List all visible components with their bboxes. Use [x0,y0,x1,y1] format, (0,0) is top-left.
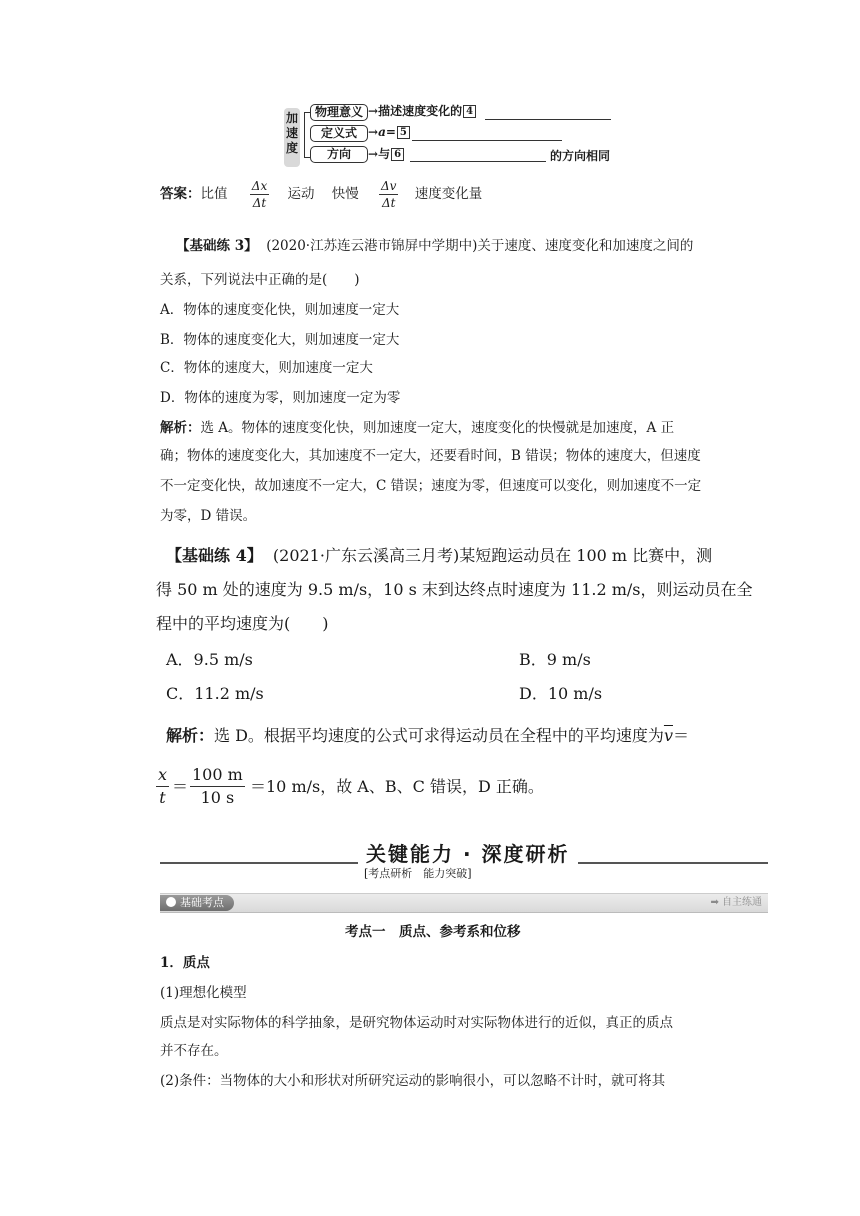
q4-option-b: B．9 m/s [519,650,591,669]
q3-stem-line2: 关系，下列说法中正确的是( ) [160,272,360,288]
concept-row2-num: 5 [397,126,410,139]
concept-row1-line [485,119,611,120]
q3-option-a: A．物体的速度变化快，则加速度一定大 [160,302,400,318]
q4-analysis-label: 解析： [166,726,215,745]
concept-row3-tail: 的方向相同 [550,149,611,163]
answer-item-4: 速度变化量 [414,186,483,202]
q4-source: (2021·广东云溪高三月考) [272,546,460,565]
kaodian-p1a: 质点是对实际物体的科学抽象，是研究物体运动时对实际物体进行的近似，真正的质点 [160,1015,673,1031]
q4-analysis-tail: ＝10 m/s，故 A、B、C 错误，D 正确。 [250,777,544,796]
q4-eq2: ＝ [172,777,189,796]
concept-row2-text: a= [378,125,396,139]
section-title: 关键能力 · 深度研析 [358,838,578,867]
q3-tag: 【基础练 3】 [176,238,258,254]
kaodian-h1: 1．质点 [160,955,210,971]
q4-option-d: D．10 m/s [519,684,603,703]
q4-frac-x-t: x t [158,765,168,807]
circle-icon [166,897,176,907]
q3-option-c: C．物体的速度大，则加速度一定大 [160,360,373,376]
q4-option-c: C．11.2 m/s [166,684,264,703]
q3-option-d: D．物体的速度为零，则加速度一定为零 [160,390,401,406]
kaodian-h2: (1)理想化模型 [160,985,247,1001]
concept-row1-text: 描述速度变化的 [378,104,463,118]
answer-label: 答案： [160,186,201,202]
q3-stem-a: 关于速度、速度变化和加速度之间的 [477,238,694,254]
q4-stem-line1: 【基础练 4】 (2021·广东云溪高三月考)某短跑运动员在 100 m 比赛中，测 [166,546,713,565]
answer-frac-dv-dt: $\frac{\Delta v}{\Delta t}$ [381,179,397,210]
q3-stem-line1 [176,236,693,256]
answer-frac-dx-dt: $\frac{\Delta x}{\Delta t}$ [251,179,268,210]
concept-box-definition: 定义式 [310,125,368,142]
concept-row2-line [412,140,562,141]
concept-row1-num: 4 [463,105,476,118]
q3-option-b: B．物体的速度变化大，则加速度一定大 [160,332,400,348]
q3-analysis-line4: 为零，D 错误。 [160,508,257,524]
concept-box-meaning: 物理意义 [310,104,368,121]
section-bar [160,893,768,913]
q4-stem-line3: 程中的平均速度为( ) [156,614,329,633]
q4-tag: 【基础练 4】 [166,546,263,565]
q4-option-a: A．9.5 m/s [166,650,253,669]
concept-row3-num: 6 [391,148,404,161]
q3-analysis-line1: 解析：选 A。物体的速度变化快，则加速度一定大，速度变化的快慢就是加速度，A 正 [160,420,675,436]
bar-right-note: ➡ 自主练通 [710,897,762,908]
vbar-symbol: $\overline{v}$ [663,726,673,745]
section-subtitle: [考点研析 能力突破] [364,867,472,880]
concept-row3: →与 6 [368,147,404,162]
concept-row2: →a= 5 [368,125,410,140]
q3-analysis-label: 解析： [160,420,201,436]
q4-analysis-line1: 解析：选 D。根据平均速度的公式可求得运动员在全程中的平均速度为$\overline{v}=$ [166,726,689,745]
q4-frac-value: 100 m 10 s [192,765,243,807]
kaodian-p1b: 并不存在。 [160,1043,228,1059]
concept-row3-line [410,161,546,162]
concept-row3-text: 与 [378,147,391,161]
q3-analysis-line3: 不一定变化快，故加速度不一定大，C 错误；速度为零，但速度可以变化，则加速度不一定 [160,478,702,494]
concept-root: 加速度 [284,108,300,167]
answer-item-3: 快慢 [331,186,359,202]
answer-item-2: 运动 [287,186,315,202]
answer-line [160,178,482,211]
bar-tag: 基础考点 [160,895,234,911]
q3-analysis-line2: 确；物体的速度变化大，其加速度不一定大，还要看时间，B 错误；物体的速度大，但速度 [160,448,701,464]
kaodian-p2: (2)条件：当物体的大小和形状对所研究运动的影响很小，可以忽略不计时，就可将其 [160,1073,666,1089]
kaodian-title: 考点一 质点、参考系和位移 [345,924,521,940]
concept-row1: →描述速度变化的 4 [368,104,476,119]
q4-stem-line2: 得 50 m 处的速度为 9.5 m/s，10 s 末到达终点时速度为 11.2 m/s，则运动员在全 [156,580,753,599]
q3-source: (2020·江苏连云港市锦屏中学期中) [266,238,478,254]
concept-box-direction: 方向 [310,146,368,163]
answer-item-1: 比值 [200,186,228,202]
